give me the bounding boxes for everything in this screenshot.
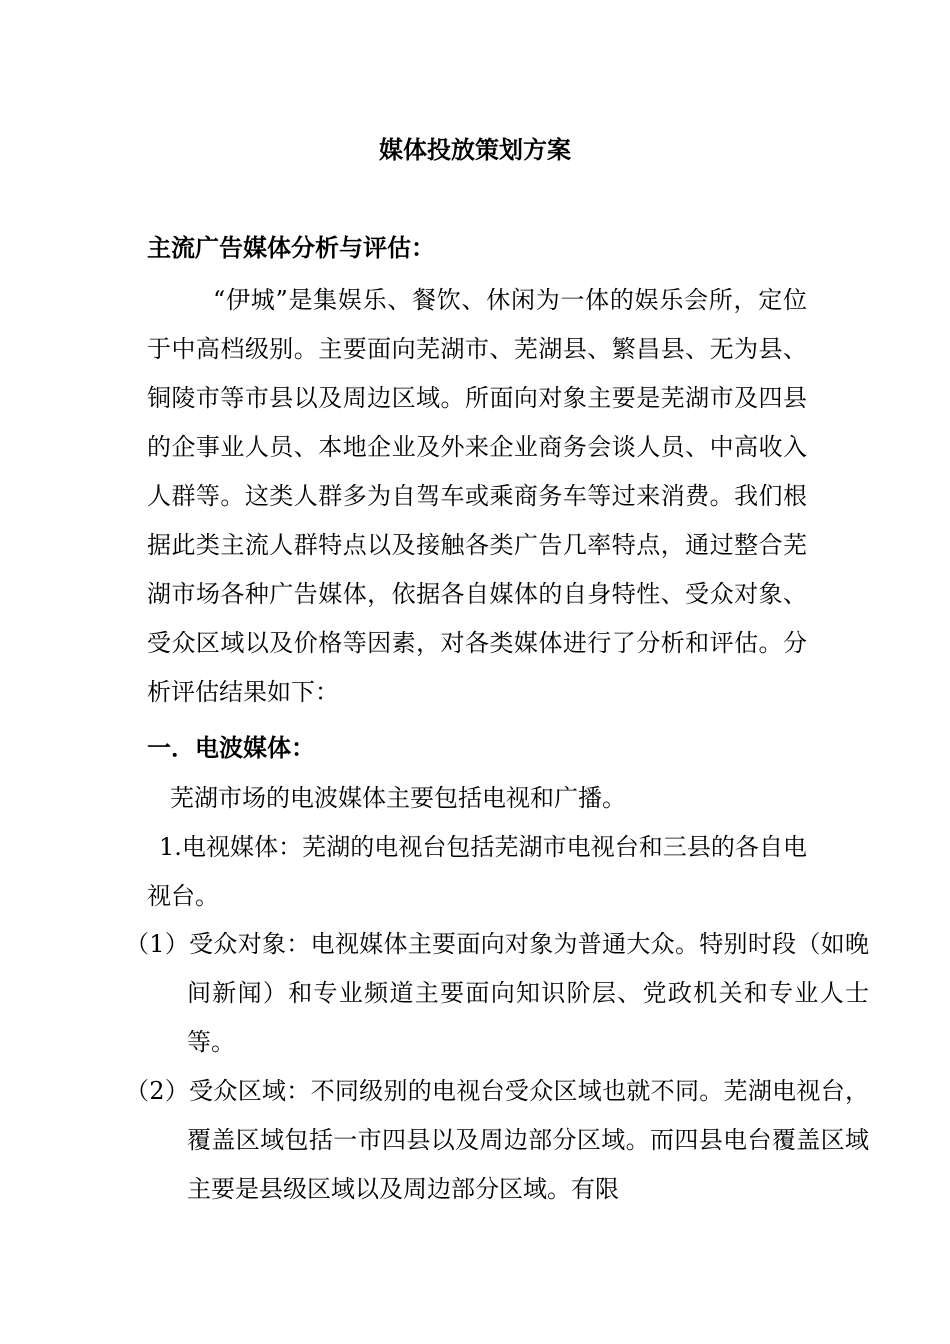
intro-paragraph: “伊城”是集娱乐、餐饮、休闲为一体的娱乐会所，定位于中高档级别。主要面向芜湖市、芜湖县、繁昌县、无为县、铜陵市等市县以及周边区域。所面向对象主要是芜湖市及四县的企事业人员、本地企业及外来企业商务会谈人员、中高收入人群等。这类人群多为自驾车或乘商务车等过来消费。我们根据此类主流人群特点以及接触各类广告几率特点，通过整合芜湖市场各种广告媒体，依据各自媒体的自身特性、受众对象、受众区域以及价格等因素，对各类媒体进行了分析和评估。分析评估结果如下： — [147, 286, 807, 706]
section-heading-one: 一．电波媒体： — [147, 733, 315, 762]
list-item-audience: （1）受众对象：电视媒体主要面向对象为普通大众。特别时段（如晚间新闻）和专业频道主要面向知识阶层、党政机关和专业人士等。 — [125, 930, 869, 1056]
list-item-region: （2）受众区域：不同级别的电视台受众区域也就不同。芜湖电视台，覆盖区域包括一市四县以及周边部分区域。而四县电台覆盖区域主要是县级区域以及周边部分区域。有限 — [125, 1077, 869, 1203]
radio-tv-intro: 芜湖市场的电波媒体主要包括电视和广播。 — [170, 784, 626, 812]
section-heading-main: 主流广告媒体分析与评估： — [147, 233, 435, 262]
tv-media-paragraph: 1.电视媒体：芜湖的电视台包括芜湖市电视台和三县的各自电视台。 — [147, 833, 807, 910]
document-title: 媒体投放策划方案 — [379, 135, 571, 164]
